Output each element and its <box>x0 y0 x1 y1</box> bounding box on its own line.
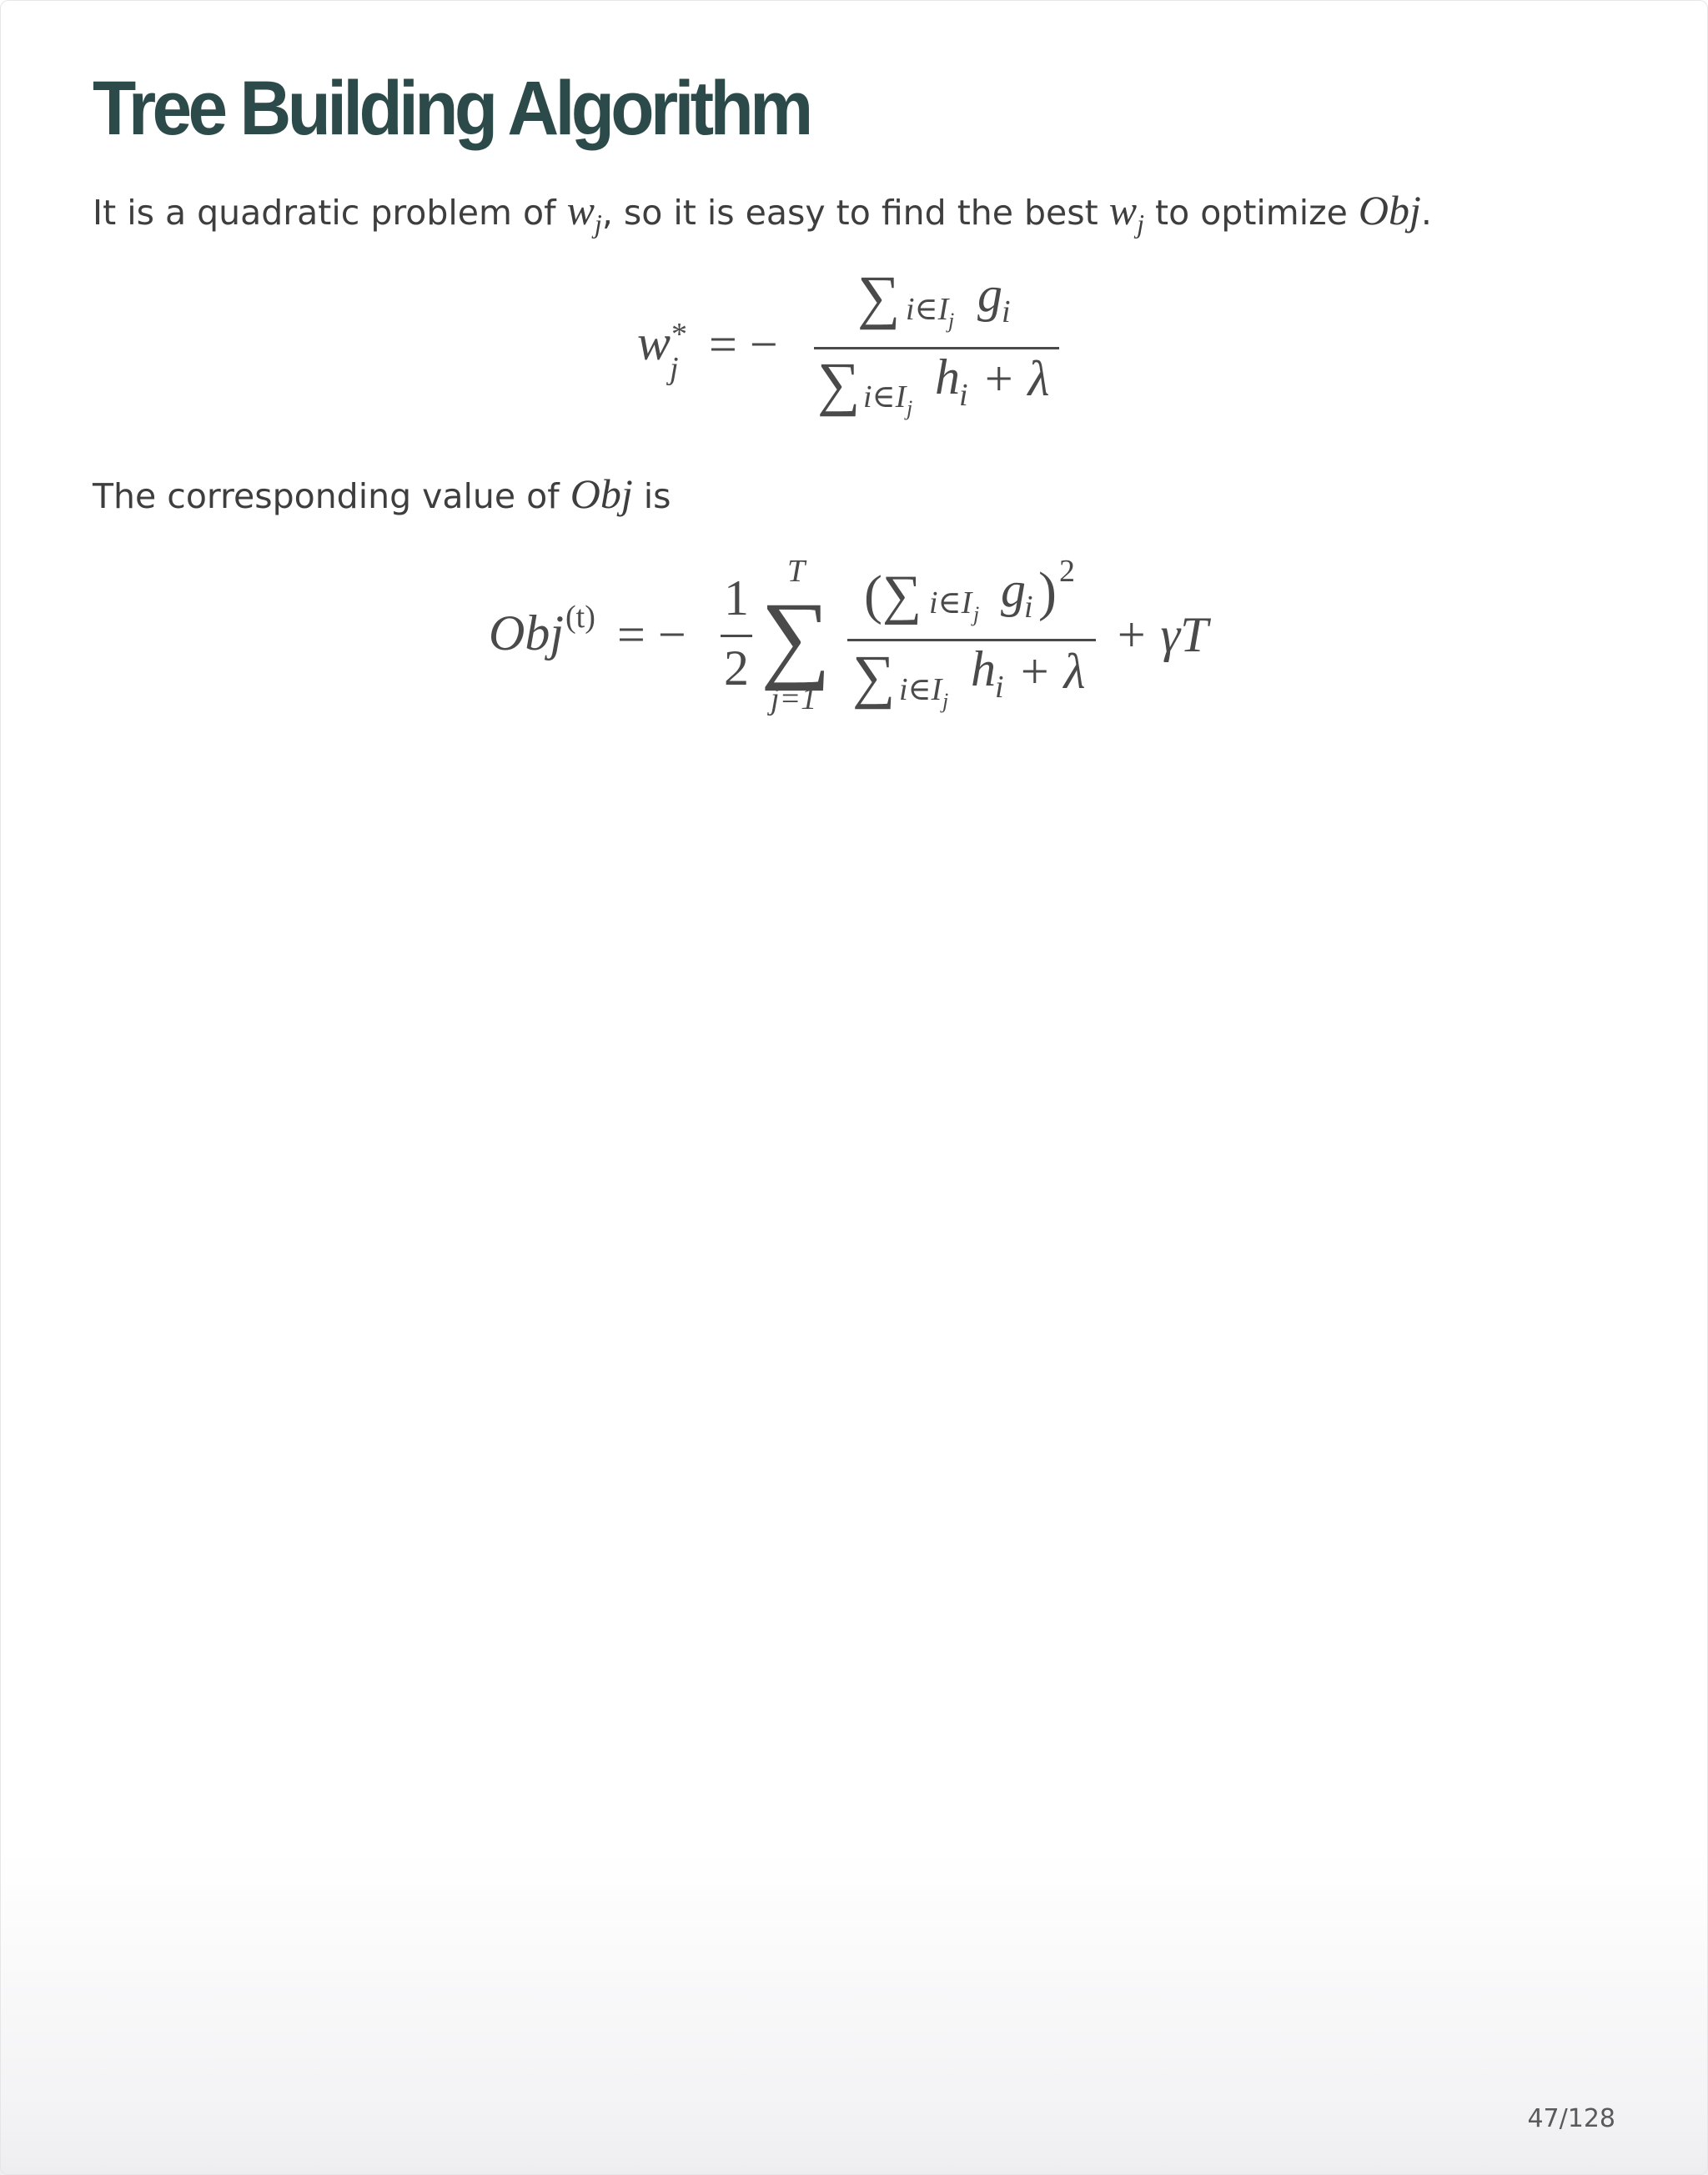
eq2-den-sigma: ∑ <box>852 643 896 710</box>
eq2-den-h: h <box>971 641 996 696</box>
intro-paragraph <box>93 185 1432 239</box>
math-sub-j: j <box>594 208 602 239</box>
math-w-j-2 <box>1108 187 1144 239</box>
eq2-num-open: (∑ <box>864 565 922 625</box>
eq2-lhs-obj: Obj <box>489 605 564 661</box>
eq2-den-h-sub: i <box>995 670 1004 705</box>
eq2-num-close: ) <box>1038 561 1057 622</box>
eq2-num-g: g <box>1001 562 1026 617</box>
eq2-num-power: 2 <box>1059 554 1075 589</box>
eq1-num-sigma: ∑ <box>857 264 901 330</box>
eq2-num-sub: i∈I <box>929 585 972 620</box>
eq1-lhs-star: * <box>671 317 687 352</box>
eq1-den-sub: i∈I <box>863 379 907 414</box>
math-obj: Obj <box>1358 187 1421 234</box>
math-obj-2: Obj <box>570 470 633 517</box>
eq1-num-sub: i∈I <box>906 292 949 327</box>
para1-text-1: It is a quadratic problem of <box>93 193 567 233</box>
eq2-lhs-sup: (t) <box>565 600 595 635</box>
eq1-num-sub-j: j <box>948 309 955 333</box>
para2-text-1: The corresponding value of <box>93 476 570 516</box>
equation-objective-value <box>0 546 1708 730</box>
eq2-big-sigma: ∑ <box>761 582 831 691</box>
eq1-num-g-sub: i <box>1002 294 1011 329</box>
eq1-num-g: g <box>977 267 1002 322</box>
equation-optimal-weight <box>0 250 1708 442</box>
eq2-den-plus-lambda: + λ <box>1017 644 1086 699</box>
eq2-half-num: 1 <box>724 570 749 625</box>
eq1-den-sub-j: j <box>907 396 913 420</box>
eq1-den-sigma: ∑ <box>817 350 861 417</box>
eq2-sum-bottom: j=1 <box>771 681 817 716</box>
math-sub-j-2: j <box>1137 208 1144 239</box>
eq2-half-den: 2 <box>724 640 749 696</box>
eq2-num-g-sub: i <box>1024 590 1033 625</box>
eq2-den-sub-j: j <box>942 689 949 713</box>
eq1-den-plus-lambda: + λ <box>982 351 1050 406</box>
math-w-j <box>566 187 602 239</box>
eq2-sum-top: T <box>787 554 806 589</box>
eq2-den-sub: i∈I <box>899 672 942 707</box>
slide-title: Tree Building Algorithm <box>93 66 810 151</box>
eq1-equals-minus: = − <box>709 317 778 372</box>
corresponding-paragraph <box>93 469 671 519</box>
para1-text-2: , so it is easy to find the best <box>601 193 1109 233</box>
eq2-num-sub-j: j <box>973 602 980 626</box>
eq2-half-bar <box>721 635 752 637</box>
para1-text-3: to optimize <box>1144 193 1359 233</box>
eq1-lhs-sub-j: j <box>670 351 679 386</box>
para1-text-4: . <box>1420 193 1432 233</box>
page-number: 47/128 <box>1527 2104 1615 2133</box>
eq2-equals-minus: = − <box>617 607 686 662</box>
math-w: w <box>566 187 595 234</box>
eq1-den-h-sub: i <box>959 378 968 413</box>
eq1-lhs-w: w <box>637 315 671 370</box>
eq2-plus-gamma-t: + γT <box>1114 607 1208 662</box>
para2-text-2: is <box>632 476 671 516</box>
eq1-den-h: h <box>935 349 960 404</box>
math-w-2: w <box>1108 187 1138 234</box>
